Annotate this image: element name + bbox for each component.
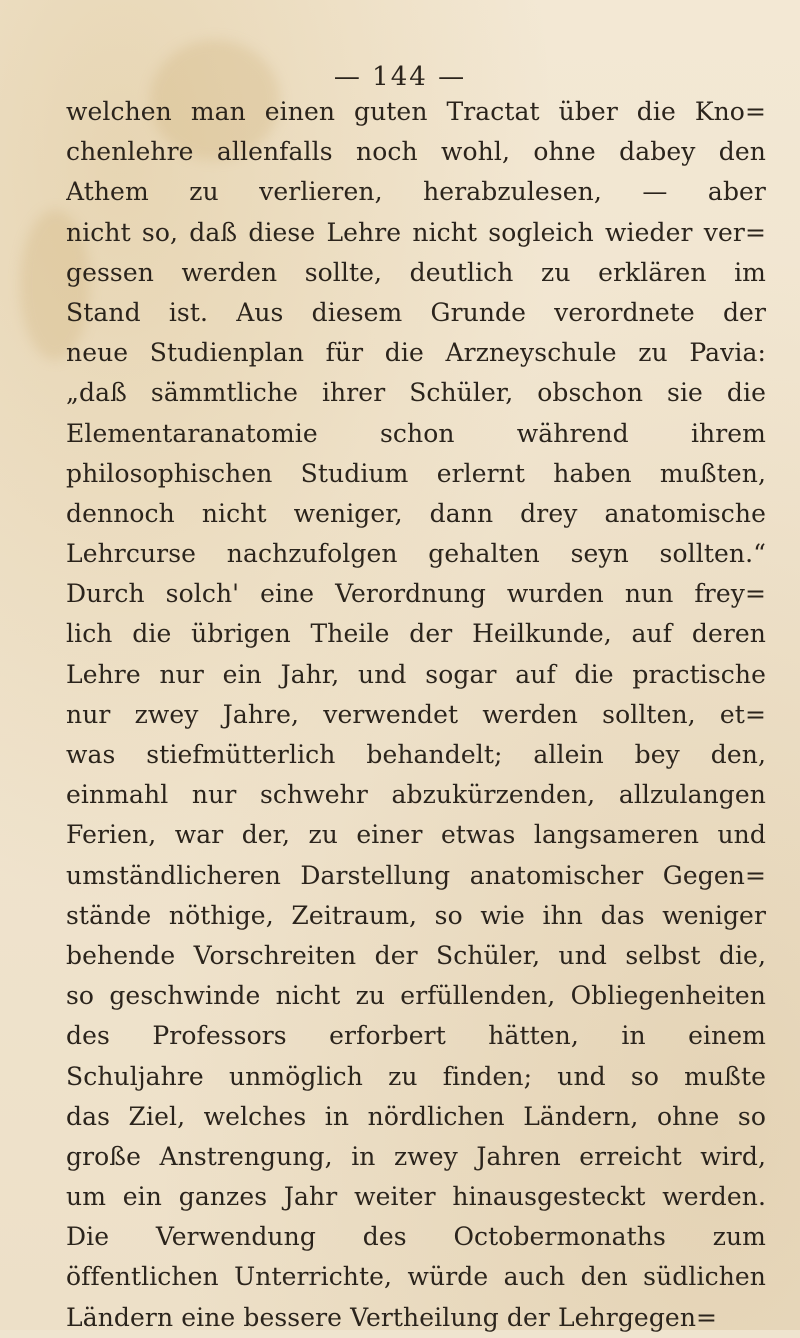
- text-line: lich die übrigen Theile der Heilkunde, auf deren: [66, 619, 766, 649]
- text-line: nicht so, daß diese Lehre nicht sogleich wieder ver=: [66, 217, 766, 247]
- text-line: das Ziel, welches in nördlichen Ländern, ohne so: [66, 1101, 766, 1131]
- text-line: Athem zu verlieren, herabzulesen, — aber: [66, 177, 766, 207]
- text-line: so geschwinde nicht zu erfüllenden, Obliegenheiten: [66, 981, 766, 1011]
- text-line: Lehre nur ein Jahr, und sogar auf die practische: [66, 659, 766, 689]
- text-line: chenlehre allenfalls noch wohl, ohne dabey den: [66, 137, 766, 167]
- text-line: Elementaranatomie schon während ihrem: [66, 418, 766, 448]
- text-line: stände nöthige, Zeitraum, so wie ihn das weniger: [66, 900, 766, 930]
- text-line: umständlicheren Darstellung anatomischer Gegen=: [66, 860, 766, 890]
- text-line: welchen man einen guten Tractat über die Kno=: [66, 97, 766, 126]
- text-line: Ländern eine bessere Vertheilung der Lehrgegen=: [66, 1302, 718, 1332]
- text-line: einmahl nur schwehr abzukürzenden, allzulangen: [66, 780, 766, 810]
- body-text: [66, 92, 766, 1338]
- text-line: behende Vorschreiten der Schüler, und selbst die,: [66, 940, 766, 970]
- text-line: was stiefmütterlich behandelt; allein bey den,: [66, 740, 766, 769]
- text-line: öffentlichen Unterrichte, würde auch den südlichen: [66, 1262, 766, 1292]
- text-line: Stand ist. Aus diesem Grunde verordnete der: [66, 297, 766, 327]
- text-line: Schuljahre unmöglich zu finden; und so mußte: [66, 1061, 766, 1091]
- text-line: neue Studienplan für die Arzneyschule zu Pavia:: [66, 338, 766, 368]
- text-line: Die Verwendung des Octobermonaths zum: [66, 1222, 766, 1252]
- text-line: philosophischen Studium erlernt haben mußten,: [66, 458, 766, 488]
- text-line: gessen werden sollte, deutlich zu erklären im: [66, 257, 766, 287]
- text-line: große Anstrengung, in zwey Jahren erreicht wird,: [66, 1141, 766, 1171]
- text-line: dennoch nicht weniger, dann drey anatomische: [66, 498, 766, 528]
- text-line: Lehrcurse nachzufolgen gehalten seyn sollten.“: [66, 539, 766, 569]
- text-line: um ein ganzes Jahr weiter hinausgesteckt werden.: [66, 1182, 766, 1212]
- text-line: Durch solch' eine Verordnung wurden nun frey=: [66, 579, 766, 609]
- text-line: „daß sämmtliche ihrer Schüler, obschon sie die: [66, 378, 766, 408]
- text-line: nur zwey Jahre, verwendet werden sollten, et=: [66, 699, 766, 729]
- page-number: — 144 —: [333, 62, 467, 92]
- text-line: des Professors erforbert hätten, in einem: [66, 1021, 766, 1051]
- text-line: Ferien, war der, zu einer etwas langsameren und: [66, 820, 766, 850]
